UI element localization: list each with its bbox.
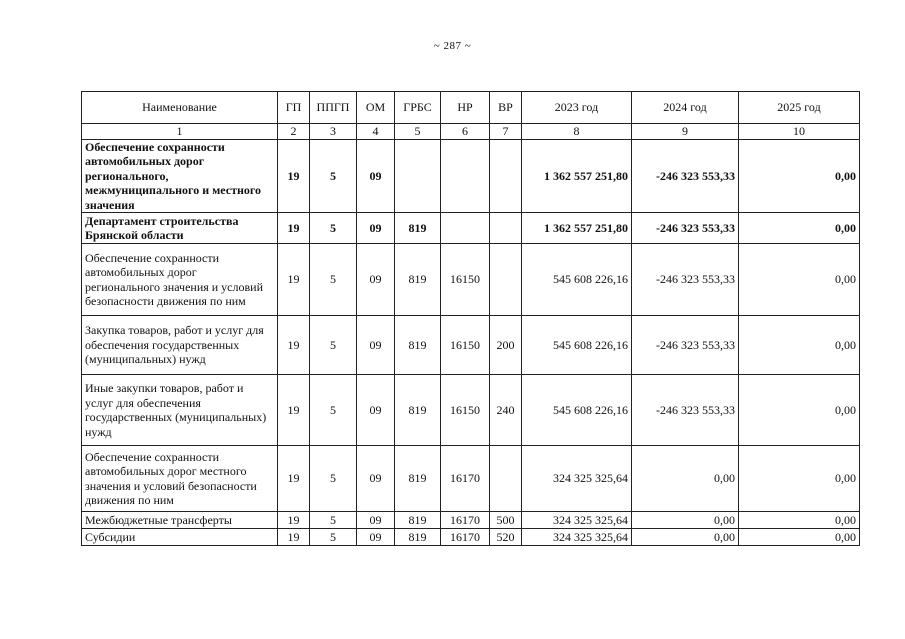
row-2023: 324 325 325,64 (522, 529, 632, 546)
row-vr (490, 213, 522, 244)
header-ppgp: ППГП (310, 92, 357, 124)
row-ppgp: 5 (310, 244, 357, 316)
row-2023: 545 608 226,16 (522, 244, 632, 316)
row-nr: 16150 (441, 375, 490, 446)
row-2023: 324 325 325,64 (522, 512, 632, 529)
row-gp: 19 (278, 213, 310, 244)
row-name: Обеспечение сохранности автомобильных дорог местного значения и условий безопасности движения по ним (82, 446, 278, 512)
header-gp: ГП (278, 92, 310, 124)
row-2025: 0,00 (739, 529, 860, 546)
row-vr: 200 (490, 316, 522, 375)
row-vr (490, 446, 522, 512)
column-number: 5 (395, 124, 441, 140)
row-grbs: 819 (395, 213, 441, 244)
table-row (82, 213, 860, 244)
column-number: 2 (278, 124, 310, 140)
column-number: 4 (357, 124, 395, 140)
row-nr: 16150 (441, 316, 490, 375)
header-2025: 2025 год (739, 92, 860, 124)
row-nr: 16170 (441, 512, 490, 529)
row-2025: 0,00 (739, 512, 860, 529)
row-gp: 19 (278, 446, 310, 512)
row-2024: -246 323 553,33 (632, 213, 739, 244)
row-ppgp: 5 (310, 446, 357, 512)
row-name: Обеспечение сохранности автомобильных дорог регионального, межмуниципального и местного значения (82, 139, 278, 213)
row-ppgp: 5 (310, 213, 357, 244)
row-nr (441, 139, 490, 213)
row-nr: 16170 (441, 446, 490, 512)
header-grbs: ГРБС (395, 92, 441, 124)
row-2023: 1 362 557 251,80 (522, 139, 632, 213)
row-grbs (395, 139, 441, 213)
row-om: 09 (357, 139, 395, 213)
column-number: 7 (490, 124, 522, 140)
row-gp: 19 (278, 375, 310, 446)
row-name: Закупка товаров, работ и услуг для обеспечения государственных (муниципальных) нужд (82, 316, 278, 375)
row-2024: 0,00 (632, 446, 739, 512)
row-grbs: 819 (395, 316, 441, 375)
row-vr (490, 139, 522, 213)
row-om: 09 (357, 316, 395, 375)
row-grbs: 819 (395, 375, 441, 446)
row-2023: 545 608 226,16 (522, 375, 632, 446)
column-number: 10 (739, 124, 860, 140)
row-om: 09 (357, 213, 395, 244)
row-grbs: 819 (395, 244, 441, 316)
row-gp: 19 (278, 316, 310, 375)
header-nr: НР (441, 92, 490, 124)
table-row (82, 375, 860, 446)
column-number: 6 (441, 124, 490, 140)
row-name: Департамент строительства Брянской области (82, 213, 278, 244)
row-gp: 19 (278, 139, 310, 213)
page-number: ~ 287 ~ (433, 40, 472, 52)
row-name: Межбюджетные трансферты (82, 512, 278, 529)
header-2024: 2024 год (632, 92, 739, 124)
row-gp: 19 (278, 529, 310, 546)
row-2024: 0,00 (632, 512, 739, 529)
row-2024: -246 323 553,33 (632, 375, 739, 446)
row-grbs: 819 (395, 529, 441, 546)
row-name: Иные закупки товаров, работ и услуг для обеспечения государственных (муниципальных) нужд (82, 375, 278, 446)
row-ppgp: 5 (310, 529, 357, 546)
row-2025: 0,00 (739, 213, 860, 244)
row-2025: 0,00 (739, 446, 860, 512)
row-grbs: 819 (395, 446, 441, 512)
row-nr (441, 213, 490, 244)
row-ppgp: 5 (310, 375, 357, 446)
row-grbs: 819 (395, 512, 441, 529)
row-2024: -246 323 553,33 (632, 244, 739, 316)
row-om: 09 (357, 244, 395, 316)
row-name: Субсидии (82, 529, 278, 546)
row-gp: 19 (278, 244, 310, 316)
column-number: 9 (632, 124, 739, 140)
table-header-row (82, 92, 860, 124)
row-2025: 0,00 (739, 139, 860, 213)
row-ppgp: 5 (310, 512, 357, 529)
table-row (82, 139, 860, 213)
column-number: 8 (522, 124, 632, 140)
row-om: 09 (357, 512, 395, 529)
row-om: 09 (357, 375, 395, 446)
budget-table (81, 91, 860, 546)
row-2025: 0,00 (739, 316, 860, 375)
row-nr: 16170 (441, 529, 490, 546)
row-2023: 1 362 557 251,80 (522, 213, 632, 244)
table-row (82, 446, 860, 512)
table-row (82, 244, 860, 316)
row-gp: 19 (278, 512, 310, 529)
row-2025: 0,00 (739, 244, 860, 316)
row-om: 09 (357, 529, 395, 546)
row-vr (490, 244, 522, 316)
row-2023: 545 608 226,16 (522, 316, 632, 375)
header-om: ОМ (357, 92, 395, 124)
column-number-row (82, 124, 860, 140)
row-ppgp: 5 (310, 316, 357, 375)
row-vr: 240 (490, 375, 522, 446)
row-2024: -246 323 553,33 (632, 316, 739, 375)
row-vr: 500 (490, 512, 522, 529)
column-number: 3 (310, 124, 357, 140)
row-nr: 16150 (441, 244, 490, 316)
row-ppgp: 5 (310, 139, 357, 213)
table-row (82, 512, 860, 529)
row-vr: 520 (490, 529, 522, 546)
header-2023: 2023 год (522, 92, 632, 124)
column-number: 1 (82, 124, 278, 140)
row-2023: 324 325 325,64 (522, 446, 632, 512)
row-2024: -246 323 553,33 (632, 139, 739, 213)
header-vr: ВР (490, 92, 522, 124)
table-row (82, 316, 860, 375)
row-om: 09 (357, 446, 395, 512)
header-name: Наименование (82, 92, 278, 124)
row-2024: 0,00 (632, 529, 739, 546)
table-row (82, 529, 860, 546)
row-2025: 0,00 (739, 375, 860, 446)
row-name: Обеспечение сохранности автомобильных дорог регионального значения и условий безопасности движения по ним (82, 244, 278, 316)
